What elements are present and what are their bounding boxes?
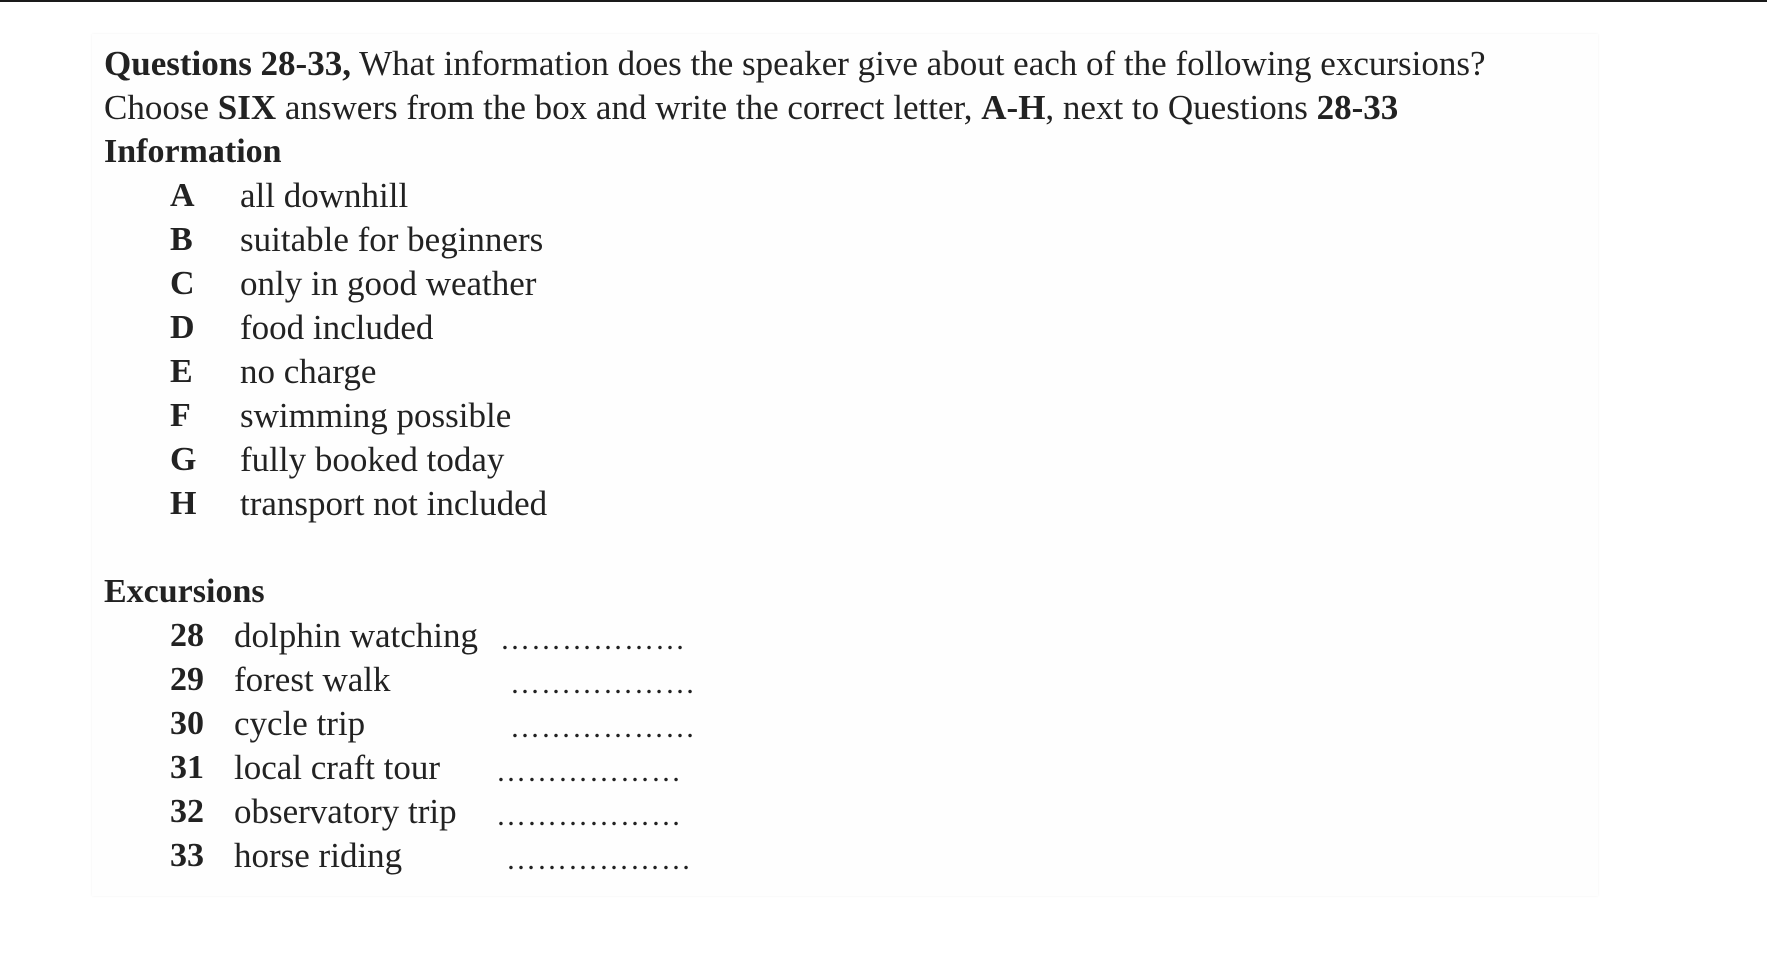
option-letter: D xyxy=(170,309,195,346)
option-letter: F xyxy=(170,397,191,434)
question-text: What information does the speaker give about each of the following excursions? xyxy=(350,44,1486,83)
question-instruction-line-2 xyxy=(104,88,1398,128)
answer-blank[interactable]: ……………… xyxy=(496,799,682,832)
excursion-name: dolphin watching xyxy=(234,616,478,655)
instruction-emphasis: A-H xyxy=(981,88,1046,127)
option-text: transport not included xyxy=(240,484,548,523)
question-number: 33 xyxy=(170,837,204,874)
answer-blank[interactable]: ……………… xyxy=(510,711,696,744)
option-text: fully booked today xyxy=(240,440,505,479)
excursion-name: forest walk xyxy=(234,660,391,699)
excursions-heading: Excursions xyxy=(104,573,265,610)
option-text: no charge xyxy=(240,352,377,391)
top-border xyxy=(0,0,1767,2)
question-instruction-line-1 xyxy=(104,44,1486,84)
option-letter: E xyxy=(170,353,193,390)
question-range-label: Questions 28-33, xyxy=(104,44,351,83)
option-letter: G xyxy=(170,441,197,478)
option-text: all downhill xyxy=(240,176,409,215)
option-letter: A xyxy=(170,177,195,214)
instruction-emphasis: 28-33 xyxy=(1316,88,1399,127)
question-number: 29 xyxy=(170,661,204,698)
answer-blank[interactable]: ……………… xyxy=(510,667,696,700)
option-text: only in good weather xyxy=(240,264,537,303)
instruction-text: answers from the box and write the correct letter, xyxy=(276,88,982,127)
information-heading: Information xyxy=(104,133,282,170)
instruction-emphasis: SIX xyxy=(217,88,277,127)
option-letter: H xyxy=(170,485,197,522)
answer-blank[interactable]: ……………… xyxy=(500,623,686,656)
question-number: 31 xyxy=(170,749,204,786)
answer-blank[interactable]: ……………… xyxy=(496,755,682,788)
option-letter: B xyxy=(170,221,193,258)
instruction-text: , next to Questions xyxy=(1045,88,1317,127)
question-number: 32 xyxy=(170,793,204,830)
question-number: 30 xyxy=(170,705,204,742)
excursion-name: local craft tour xyxy=(234,748,441,787)
instruction-text: Choose xyxy=(104,88,218,127)
option-text: suitable for beginners xyxy=(240,220,544,259)
excursion-name: cycle trip xyxy=(234,704,366,743)
option-text: food included xyxy=(240,308,434,347)
option-text: swimming possible xyxy=(240,396,512,435)
question-number: 28 xyxy=(170,617,204,654)
answer-blank[interactable]: ……………… xyxy=(506,843,692,876)
excursion-name: observatory trip xyxy=(234,792,457,831)
excursion-name: horse riding xyxy=(234,836,403,875)
option-letter: C xyxy=(170,265,195,302)
